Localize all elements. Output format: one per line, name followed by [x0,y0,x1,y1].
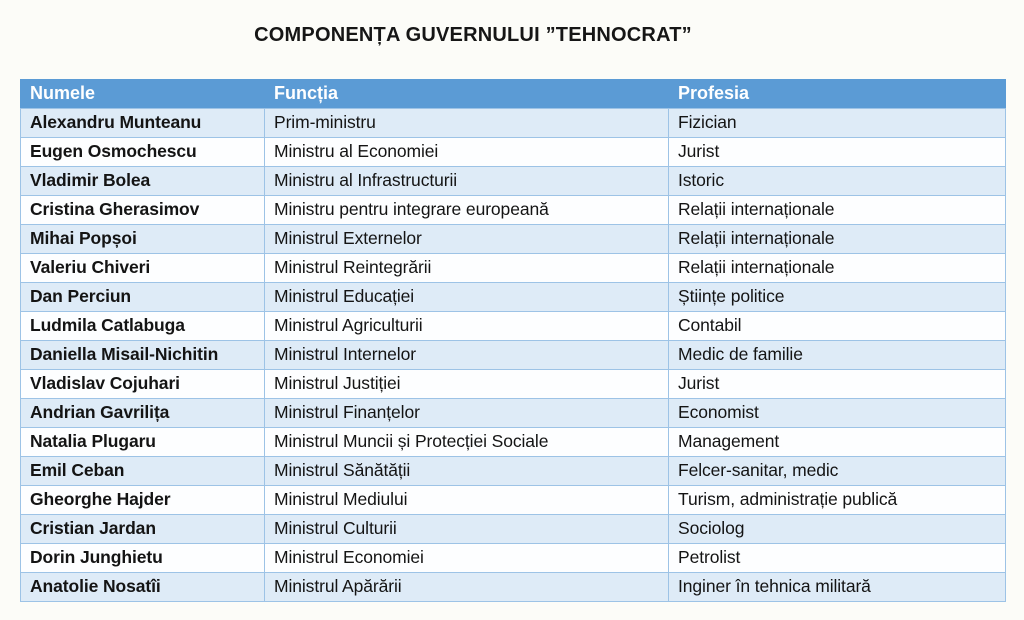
name-cell: Gheorghe Hajder [21,486,265,515]
table-row [21,486,1006,515]
function-cell: Ministrul Muncii și Protecției Sociale [265,428,669,457]
function-cell: Ministrul Justiției [265,370,669,399]
function-cell: Ministru al Economiei [265,138,669,167]
table-row [21,515,1006,544]
table-row [21,225,1006,254]
name-cell: Eugen Osmochescu [21,138,265,167]
name-cell: Dorin Junghietu [21,544,265,573]
table-row [21,312,1006,341]
function-cell: Ministrul Reintegrării [265,254,669,283]
profession-cell: Contabil [669,312,1006,341]
name-cell: Cristian Jardan [21,515,265,544]
profession-cell: Sociolog [669,515,1006,544]
profession-cell: Felcer-sanitar, medic [669,457,1006,486]
name-cell: Andrian Gavrilița [21,399,265,428]
profession-cell: Medic de familie [669,341,1006,370]
column-header-profesia: Profesia [669,80,1006,109]
column-header-numele: Numele [21,80,265,109]
table-row [21,341,1006,370]
table-row [21,167,1006,196]
name-cell: Daniella Misail-Nichitin [21,341,265,370]
name-cell: Cristina Gherasimov [21,196,265,225]
profession-cell: Relații internaționale [669,225,1006,254]
function-cell: Ministrul Culturii [265,515,669,544]
table-row [21,196,1006,225]
profession-cell: Petrolist [669,544,1006,573]
name-cell: Valeriu Chiveri [21,254,265,283]
table-row [21,138,1006,167]
function-cell: Ministrul Educației [265,283,669,312]
table-row [21,399,1006,428]
function-cell: Ministrul Economiei [265,544,669,573]
table-row [21,254,1006,283]
name-cell: Natalia Plugaru [21,428,265,457]
name-cell: Mihai Popșoi [21,225,265,254]
name-cell: Alexandru Munteanu [21,109,265,138]
name-cell: Vladimir Bolea [21,167,265,196]
name-cell: Vladislav Cojuhari [21,370,265,399]
profession-cell: Istoric [669,167,1006,196]
profession-cell: Turism, administrație publică [669,486,1006,515]
profession-cell: Management [669,428,1006,457]
name-cell: Ludmila Catlabuga [21,312,265,341]
table-row [21,544,1006,573]
profession-cell: Economist [669,399,1006,428]
function-cell: Ministrul Sănătății [265,457,669,486]
profession-cell: Relații internaționale [669,196,1006,225]
function-cell: Ministrul Apărării [265,573,669,602]
function-cell: Ministru al Infrastructurii [265,167,669,196]
table-row [21,283,1006,312]
name-cell: Emil Ceban [21,457,265,486]
page-title: COMPONENȚA GUVERNULUI ”TEHNOCRAT” [254,24,692,46]
function-cell: Ministru pentru integrare europeană [265,196,669,225]
column-header-functia: Funcția [265,80,669,109]
function-cell: Ministrul Externelor [265,225,669,254]
table-body [21,109,1006,602]
profession-cell: Fizician [669,109,1006,138]
table-header-row [21,80,1006,109]
table-row [21,109,1006,138]
function-cell: Prim-ministru [265,109,669,138]
government-table [20,79,1006,602]
table-row [21,370,1006,399]
function-cell: Ministrul Mediului [265,486,669,515]
name-cell: Dan Perciun [21,283,265,312]
profession-cell: Relații internaționale [669,254,1006,283]
profession-cell: Jurist [669,370,1006,399]
profession-cell: Științe politice [669,283,1006,312]
function-cell: Ministrul Internelor [265,341,669,370]
function-cell: Ministrul Finanțelor [265,399,669,428]
table-row [21,457,1006,486]
function-cell: Ministrul Agriculturii [265,312,669,341]
table-row [21,428,1006,457]
name-cell: Anatolie Nosatîi [21,573,265,602]
profession-cell: Jurist [669,138,1006,167]
profession-cell: Inginer în tehnica militară [669,573,1006,602]
table-row [21,573,1006,602]
